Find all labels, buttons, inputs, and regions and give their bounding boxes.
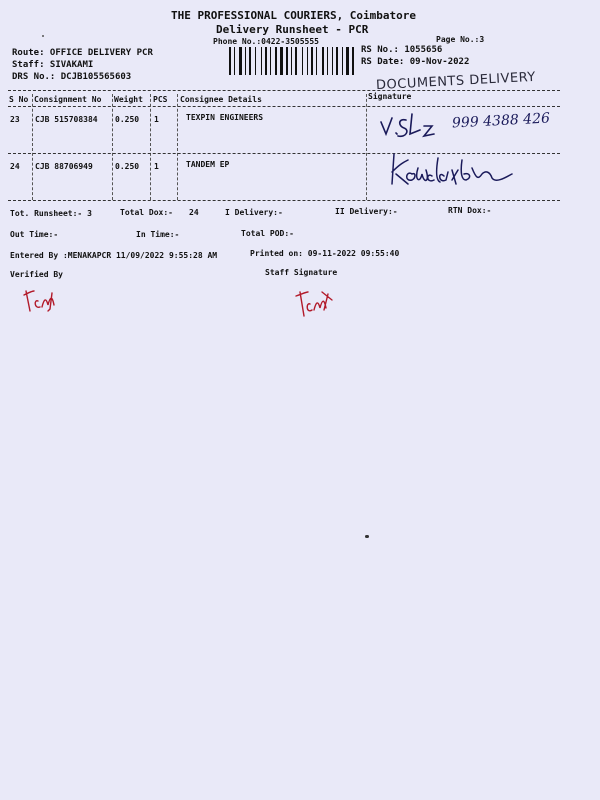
- receiver-signature: [376, 108, 576, 140]
- barcode-bar: [332, 47, 333, 75]
- rs-number: RS No.: 1055656: [361, 45, 443, 55]
- rtn-dox: RTN Dox:-: [448, 206, 492, 215]
- barcode-bar: [239, 47, 242, 75]
- row-sno: 23: [10, 115, 20, 124]
- verified-initials: [22, 285, 58, 313]
- signature-phone-number: 999 4388 426: [451, 110, 551, 132]
- barcode-bar: [352, 47, 354, 75]
- route-label: Route: OFFICE DELIVERY PCR: [12, 48, 153, 58]
- runsheet-title: Delivery Runsheet - PCR: [216, 23, 369, 36]
- row-consignment: CJB 88706949: [35, 162, 93, 171]
- table-top-rule: [8, 90, 560, 91]
- barcode-bar: [342, 47, 343, 75]
- row-sno: 24: [10, 162, 20, 171]
- barcode-bar: [311, 47, 313, 75]
- total-pod: Total POD:-: [241, 229, 294, 238]
- page-number: Page No.:3: [436, 35, 485, 44]
- col-weight: Weight: [114, 95, 143, 104]
- barcode-bar: [346, 47, 349, 75]
- barcode-bar: [322, 47, 324, 75]
- barcode-bar: [261, 47, 262, 75]
- table-bottom-rule: [8, 200, 560, 201]
- phone-number: Phone No.:0422-3505555: [213, 37, 319, 46]
- col-divider: [112, 94, 113, 200]
- ii-delivery: II Delivery:-: [335, 207, 398, 216]
- barcode-bar: [291, 47, 292, 75]
- row-pcs: 1: [154, 162, 159, 171]
- rs-date: RS Date: 09-Nov-2022: [361, 57, 470, 67]
- ink-speck: [42, 35, 44, 37]
- total-dox-value: 24: [189, 208, 199, 217]
- barcode-image: [229, 47, 356, 75]
- ink-speck: [365, 535, 369, 538]
- col-consignment: Consignment No: [34, 95, 102, 104]
- col-divider: [150, 94, 151, 200]
- staff-label: Staff: SIVAKAMI: [12, 60, 94, 70]
- barcode-bar: [270, 47, 271, 75]
- barcode-bar: [295, 47, 297, 75]
- receiver-signature: [386, 150, 526, 190]
- barcode-bar: [316, 47, 317, 75]
- header-rule: [8, 106, 560, 107]
- printed-on: Printed on: 09-11-2022 09:55:40: [250, 249, 400, 258]
- barcode-bar: [307, 47, 308, 75]
- row-weight: 0.250: [115, 162, 140, 171]
- barcode-bar: [302, 47, 303, 75]
- barcode-bar: [249, 47, 251, 75]
- col-divider: [177, 94, 178, 200]
- staff-signature-label: Staff Signature: [265, 268, 338, 277]
- total-runsheet: Tot. Runsheet:- 3: [10, 209, 92, 218]
- barcode-bar: [286, 47, 288, 75]
- entered-by: Entered By :MENAKAPCR 11/09/2022 9:55:28 AM: [10, 251, 218, 260]
- barcode-bar: [336, 47, 338, 75]
- barcode-bar: [265, 47, 267, 75]
- barcode-bar: [229, 47, 231, 75]
- row-consignee: TANDEM EP: [186, 160, 230, 169]
- barcode-bar: [327, 47, 328, 75]
- col-divider: [32, 94, 33, 200]
- verified-by-label: Verified By: [10, 270, 63, 279]
- col-divider: [366, 94, 367, 200]
- row-weight: 0.250: [115, 115, 140, 124]
- barcode-bar: [255, 47, 256, 75]
- drs-number: DRS No.: DCJB105565603: [12, 72, 132, 82]
- barcode-bar: [275, 47, 277, 75]
- documents-delivery-stamp: DOCUMENTS DELIVERY: [375, 69, 537, 94]
- in-time: In Time:-: [136, 230, 180, 239]
- row-consignee: TEXPIN ENGINEERS: [186, 113, 264, 122]
- barcode-bar: [245, 47, 246, 75]
- col-signature: Signature: [368, 92, 412, 101]
- barcode-bar: [280, 47, 283, 75]
- staff-initials: [294, 288, 334, 318]
- out-time: Out Time:-: [10, 230, 59, 239]
- col-sno: S No: [9, 95, 29, 104]
- row-consignment: CJB 515708384: [35, 115, 98, 124]
- i-delivery: I Delivery:-: [225, 208, 283, 217]
- row-pcs: 1: [154, 115, 159, 124]
- company-title: THE PROFESSIONAL COURIERS, Coimbatore: [171, 9, 417, 22]
- barcode-bar: [234, 47, 235, 75]
- total-dox-label: Total Dox:-: [120, 208, 173, 217]
- col-consignee: Consignee Details: [180, 95, 262, 104]
- col-pcs: PCS: [153, 95, 168, 104]
